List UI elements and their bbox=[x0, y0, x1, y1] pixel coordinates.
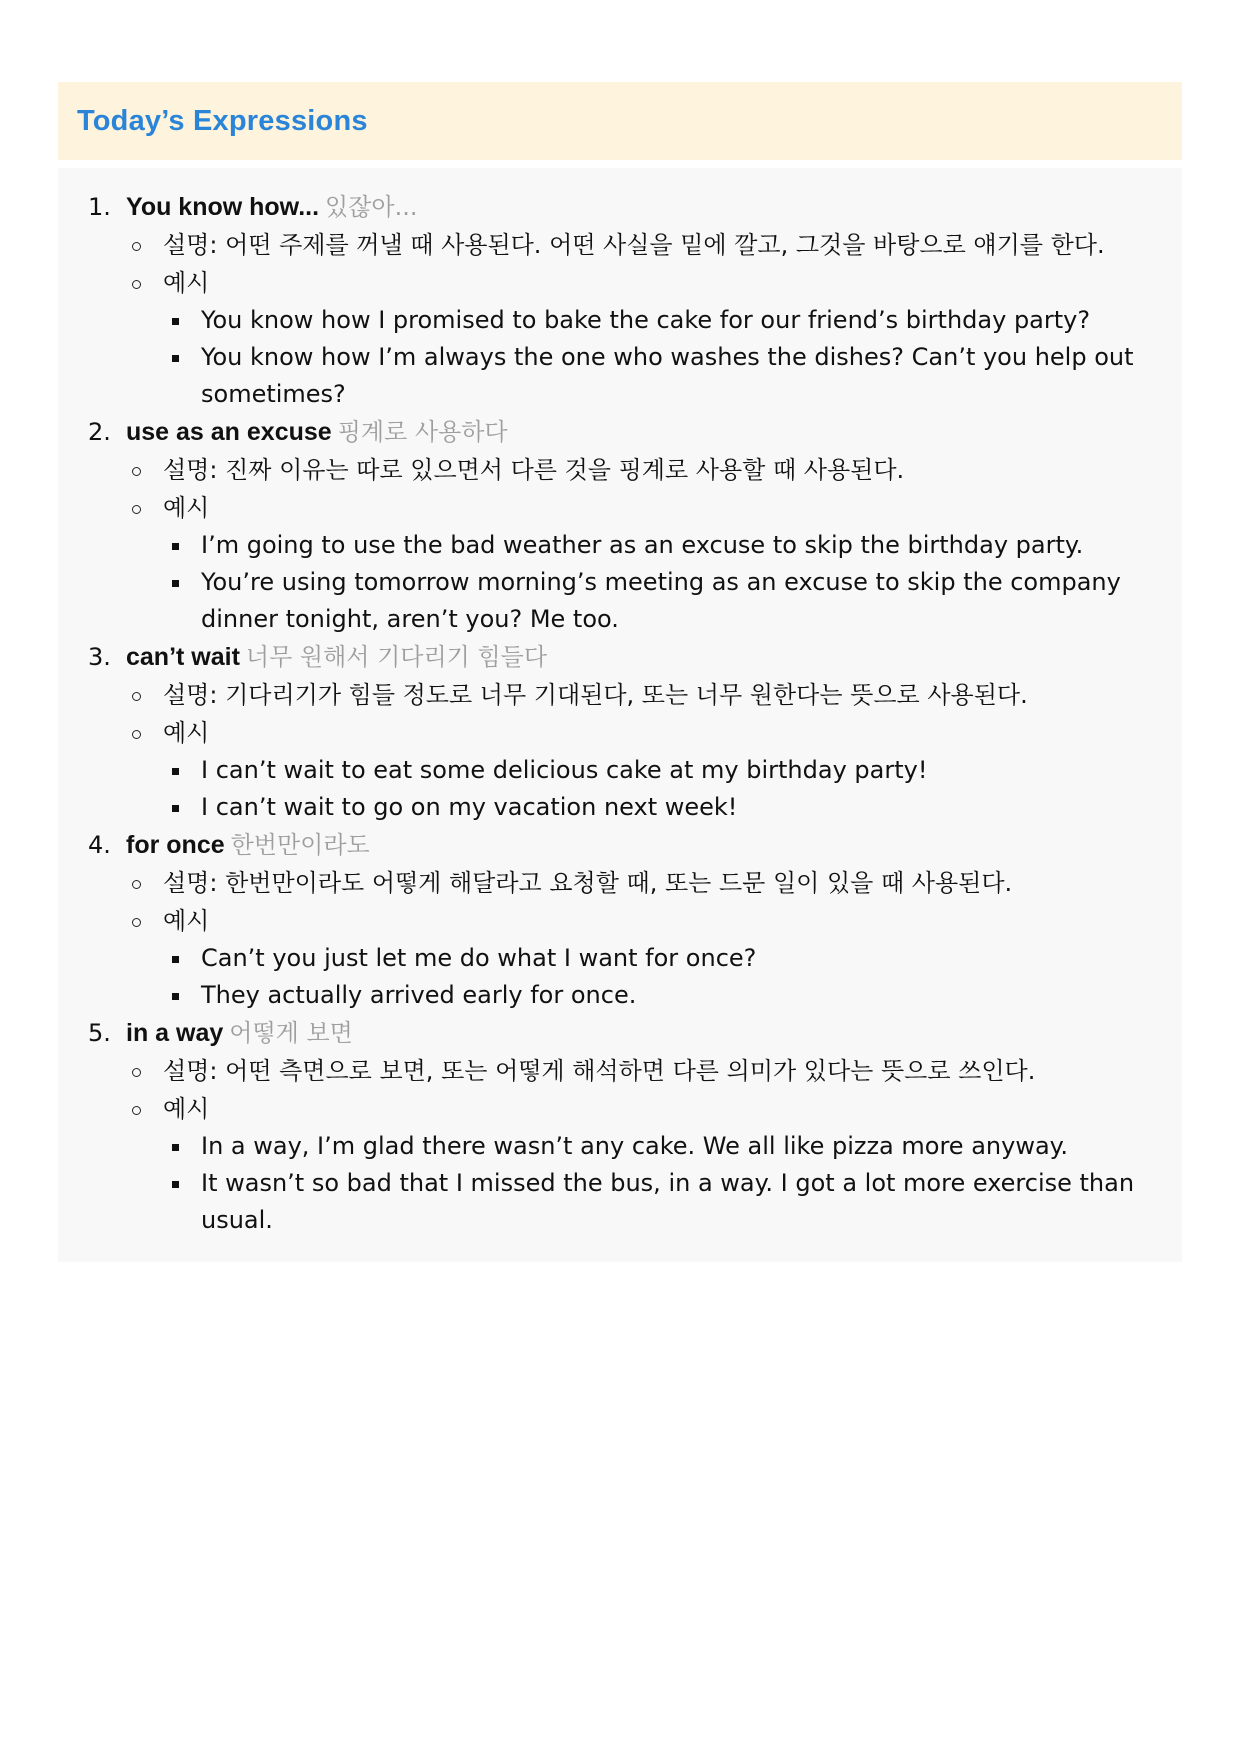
list-number: 2. bbox=[88, 418, 111, 446]
expression-heading bbox=[58, 413, 1182, 451]
explanation-item bbox=[58, 1052, 1182, 1090]
example-text: Can’t you just let me do what I want for once? bbox=[201, 944, 757, 972]
examples-label: 예시 bbox=[163, 269, 210, 297]
expression-heading bbox=[58, 638, 1182, 676]
examples-label: 예시 bbox=[163, 494, 210, 522]
example-item bbox=[58, 527, 1182, 564]
expression-item bbox=[58, 826, 1182, 1014]
square-bullet-icon bbox=[172, 805, 179, 812]
example-text: I can’t wait to go on my vacation next week! bbox=[201, 793, 738, 821]
list-number: 3. bbox=[88, 643, 111, 671]
example-item bbox=[58, 789, 1182, 826]
example-text: You’re using tomorrow morning’s meeting as an excuse to skip the company dinner tonight, aren’t you? Me too. bbox=[201, 568, 1121, 633]
square-bullet-icon bbox=[172, 993, 179, 1000]
hollow-bullet-icon bbox=[132, 280, 141, 289]
examples-label: 예시 bbox=[163, 907, 210, 935]
hollow-bullet-icon bbox=[132, 880, 141, 889]
hollow-bullet-icon bbox=[132, 918, 141, 927]
example-item bbox=[58, 302, 1182, 339]
hollow-bullet-icon bbox=[132, 1106, 141, 1115]
square-bullet-icon bbox=[172, 1181, 179, 1188]
expression-heading bbox=[58, 826, 1182, 864]
hollow-bullet-icon bbox=[132, 730, 141, 739]
hollow-bullet-icon bbox=[132, 505, 141, 514]
expression-english: in a way bbox=[126, 1019, 224, 1047]
square-bullet-icon bbox=[172, 355, 179, 362]
expression-item bbox=[58, 413, 1182, 638]
hollow-bullet-icon bbox=[132, 1068, 141, 1077]
example-text: It wasn’t so bad that I missed the bus, in a way. I got a lot more exercise than usual. bbox=[201, 1169, 1135, 1234]
explanation-text: 설명: 어떤 측면으로 보면, 또는 어떻게 해석하면 다른 의미가 있다는 뜻으로 쓰인다. bbox=[163, 1057, 1036, 1085]
example-item bbox=[58, 1128, 1182, 1165]
square-bullet-icon bbox=[172, 768, 179, 775]
example-text: You know how I promised to bake the cake for our friend’s birthday party? bbox=[201, 306, 1091, 334]
explanation-text: 설명: 어떤 주제를 꺼낼 때 사용된다. 어떤 사실을 밑에 깔고, 그것을 바탕으로 얘기를 한다. bbox=[163, 231, 1105, 259]
example-item bbox=[58, 1165, 1182, 1239]
explanation-item bbox=[58, 864, 1182, 902]
examples-label: 예시 bbox=[163, 719, 210, 747]
list-number: 4. bbox=[88, 831, 111, 859]
expression-korean: 한번만이라도 bbox=[230, 831, 370, 859]
expression-item bbox=[58, 638, 1182, 826]
expression-list bbox=[58, 168, 1182, 1262]
example-text: You know how I’m always the one who washes the dishes? Can’t you help out sometimes? bbox=[201, 343, 1134, 408]
explanation-text: 설명: 기다리기가 힘들 정도로 너무 기대된다, 또는 너무 원한다는 뜻으로 사용된다. bbox=[163, 681, 1028, 709]
expression-korean: 어떻게 보면 bbox=[229, 1019, 353, 1047]
examples-label-item bbox=[58, 902, 1182, 940]
example-text: They actually arrived early for once. bbox=[201, 981, 637, 1009]
explanation-text: 설명: 한번만이라도 어떻게 해달라고 요청할 때, 또는 드문 일이 있을 때 사용된다. bbox=[163, 869, 1013, 897]
expression-item bbox=[58, 1014, 1182, 1239]
example-text: In a way, I’m glad there wasn’t any cake. We all like pizza more anyway. bbox=[201, 1132, 1069, 1160]
section-header bbox=[58, 82, 1182, 160]
hollow-bullet-icon bbox=[132, 242, 141, 251]
example-item bbox=[58, 564, 1182, 638]
examples-label-item bbox=[58, 714, 1182, 752]
explanation-text: 설명: 진짜 이유는 따로 있으면서 다른 것을 핑계로 사용할 때 사용된다. bbox=[163, 456, 905, 484]
example-text: I’m going to use the bad weather as an excuse to skip the birthday party. bbox=[201, 531, 1084, 559]
list-number: 5. bbox=[88, 1019, 111, 1047]
explanation-item bbox=[58, 226, 1182, 264]
explanation-item bbox=[58, 451, 1182, 489]
example-item bbox=[58, 752, 1182, 789]
examples-label-item bbox=[58, 1090, 1182, 1128]
expression-english: can’t wait bbox=[126, 643, 240, 671]
expression-korean: 있잖아... bbox=[325, 193, 418, 221]
hollow-bullet-icon bbox=[132, 467, 141, 476]
expression-english: You know how... bbox=[126, 193, 320, 221]
examples-label-item bbox=[58, 264, 1182, 302]
expression-korean: 핑계로 사용하다 bbox=[337, 418, 508, 446]
square-bullet-icon bbox=[172, 318, 179, 325]
example-item bbox=[58, 977, 1182, 1014]
expression-item bbox=[58, 188, 1182, 413]
square-bullet-icon bbox=[172, 1144, 179, 1151]
section-title: Today’s Expressions bbox=[77, 105, 368, 137]
square-bullet-icon bbox=[172, 956, 179, 963]
expression-english: use as an excuse bbox=[126, 418, 332, 446]
square-bullet-icon bbox=[172, 580, 179, 587]
example-item bbox=[58, 940, 1182, 977]
example-text: I can’t wait to eat some delicious cake at my birthday party! bbox=[201, 756, 928, 784]
explanation-item bbox=[58, 676, 1182, 714]
expression-heading bbox=[58, 188, 1182, 226]
expression-heading bbox=[58, 1014, 1182, 1052]
square-bullet-icon bbox=[172, 543, 179, 550]
expression-english: for once bbox=[126, 831, 225, 859]
list-number: 1. bbox=[88, 193, 111, 221]
expression-korean: 너무 원해서 기다리기 힘들다 bbox=[245, 643, 548, 671]
examples-label-item bbox=[58, 489, 1182, 527]
example-item bbox=[58, 339, 1182, 413]
examples-label: 예시 bbox=[163, 1095, 210, 1123]
hollow-bullet-icon bbox=[132, 692, 141, 701]
